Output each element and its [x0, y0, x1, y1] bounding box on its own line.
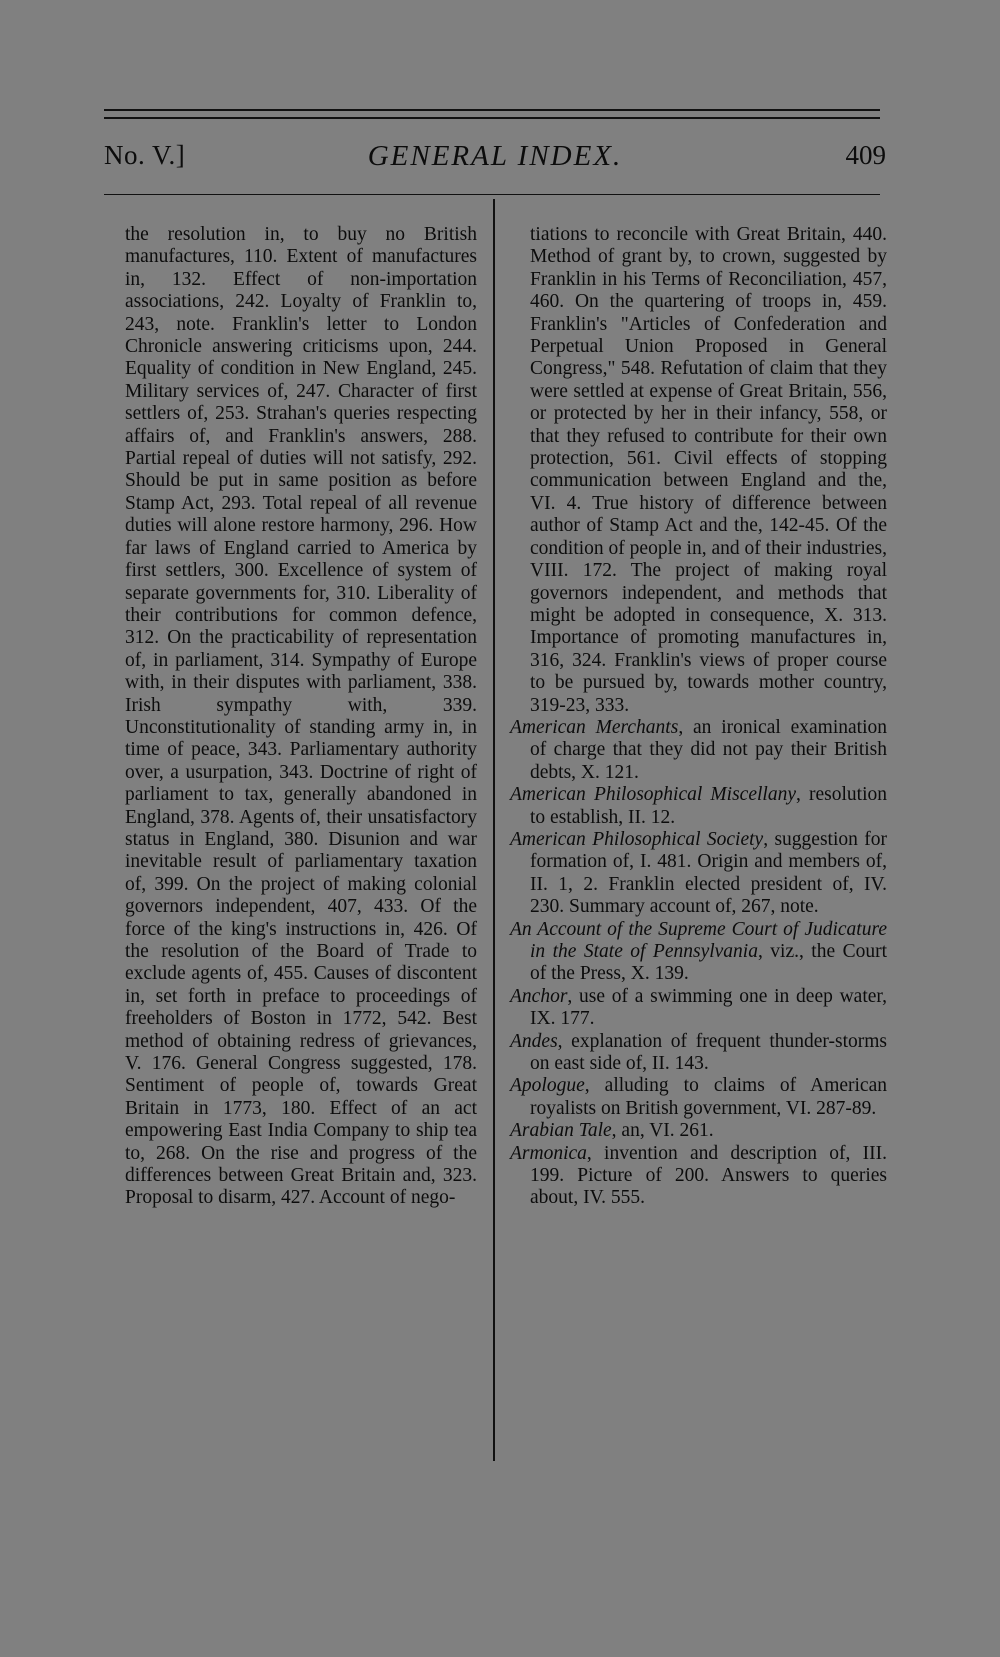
column-divider — [493, 199, 495, 1461]
page-number: 409 — [845, 140, 886, 170]
index-term: Anchor — [510, 985, 568, 1007]
index-entry-text: , use of a swimming one in deep water, IX. 177. — [530, 985, 887, 1030]
index-entry-text: , invention and description of, III. 199. Picture of 200. Answers to queries about, IV. 555. — [530, 1142, 887, 1209]
index-term: An Account of the Supreme Court of Judicature in the State of Pennsylvania — [510, 918, 887, 962]
right-column — [510, 224, 887, 1210]
index-term: Apologue — [510, 1075, 585, 1097]
index-term: American Philosophical Miscellany — [510, 784, 796, 806]
index-entry — [510, 1031, 887, 1076]
index-term: Arabian Tale — [510, 1120, 612, 1142]
index-entry — [510, 1143, 887, 1210]
index-entry — [510, 784, 887, 829]
index-entry — [510, 717, 887, 784]
header-rule — [104, 194, 880, 195]
index-entry-text: , resolution to establish, II. 12. — [530, 784, 887, 828]
top-rule-upper — [104, 109, 880, 111]
index-term: American Merchants — [510, 716, 679, 738]
index-entry-text: , an ironical examination of charge that they did not pay their British debts, X. 121. — [530, 716, 887, 783]
index-entry — [510, 986, 887, 1031]
index-entry — [510, 919, 887, 986]
index-entry — [510, 829, 887, 919]
index-entry — [510, 1075, 887, 1120]
index-entry-text: , viz., the Court of the Press, X. 139. — [530, 941, 887, 985]
index-entry-text: , alluding to claims of American royalists on British government, VI. 287-89. — [530, 1075, 887, 1119]
header-title: GENERAL INDEX. — [367, 140, 623, 172]
index-entry — [510, 1120, 887, 1142]
index-entry-text: , suggestion for formation of, I. 481. Origin and members of, II. 1, 2. Franklin elected president of, IV. 230. Summary account of, 267, note. — [530, 828, 887, 918]
index-entry-text: , an, VI. 261. — [611, 1120, 714, 1142]
index-text-continued: tiations to reconcile with Great Britain, 440. Method of grant by, to crown, suggested by Franklin in his Terms of Reconciliation, 457, 460. On the quartering of troops in, 459. Franklin's "Articles of Confederation and Perpetual Union Proposed in General Congress," 548. Refutation of claim that they were settled at expense of Great Britain, 556, or protected by her in their infancy, 558, or that they refused to contribute for their own protection, 561. Civil effects of stopping communication between England and the, VI. 4. True history of difference between author of Stamp Act and the, 142-45. Of the condition of people in, and of their industries, VIII. 172. The project of making royal governors independent, and methods that might be adopted in consequence, X. 313. Importance of promoting manufactures in, 316, 324. Franklin's views of proper course to be pursued by, towards mother country, 319-23, 333. — [530, 224, 887, 716]
running-header — [104, 140, 886, 182]
index-term: Armonica — [510, 1142, 587, 1164]
index-text-continued: the resolution in, to buy no British manufactures, 110. Extent of manufactures in, 132. Effect of non-importation associations, 242. Loyalty of Franklin to, 243, note. Franklin's letter to London Chronicle answering criticisms upon, 244. Equality of condition in New England, 245. Military services of, 247. Character of first settlers of, 253. Strahan's queries respecting affairs of, and Franklin's answers, 288. Partial repeal of duties will not satisfy, 292. Should be put in same position as before Stamp Act, 293. Total repeal of all revenue duties will alone restore harmony, 296. How far laws of England carried to America by first settlers, 300. Excellence of system of separate governments for, 310. Liberality of their contributions for common defence, 312. On the practicability of representation of, in parliament, 314. Sympathy of Europe with, in their disputes with parliament, 338. Irish sympathy with, 339. Unconstitutionality of standing army in, in time of peace, 343. Parliamentary authority over, a usurpation, 343. Doctrine of right of parliament to tax, generally abandoned in England, 378. Agents of, their unsatisfactory status in England, 380. Disunion and war inevitable result of parliamentary taxation of, 399. On the project of making colonial governors independent, 407, 433. Of the force of the king's instructions in, 426. Of the resolution of the Board of Trade to exclude agents of, 455. Causes of discontent in, set forth in preface to proceedings of freeholders of Boston in 1772, 542. Best method of obtaining redress of grievances, V. 176. General Congress suggested, 178. Sentiment of people of, towards Great Britain in 1773, 180. Effect of an act empowering East India Company to ship tea to, 268. On the rise and progress of the differences between Great Britain and, 323. Proposal to disarm, 427. Account of nego- — [125, 224, 477, 1209]
index-term: American Philosophical Society — [510, 828, 764, 850]
top-rule-lower — [104, 117, 880, 119]
index-entry-text: , explanation of frequent thunder-storms on east side of, II. 143. — [530, 1030, 887, 1075]
left-column — [125, 224, 477, 1210]
index-term: Andes — [510, 1030, 558, 1052]
header-volume: No. V.] — [104, 140, 186, 170]
